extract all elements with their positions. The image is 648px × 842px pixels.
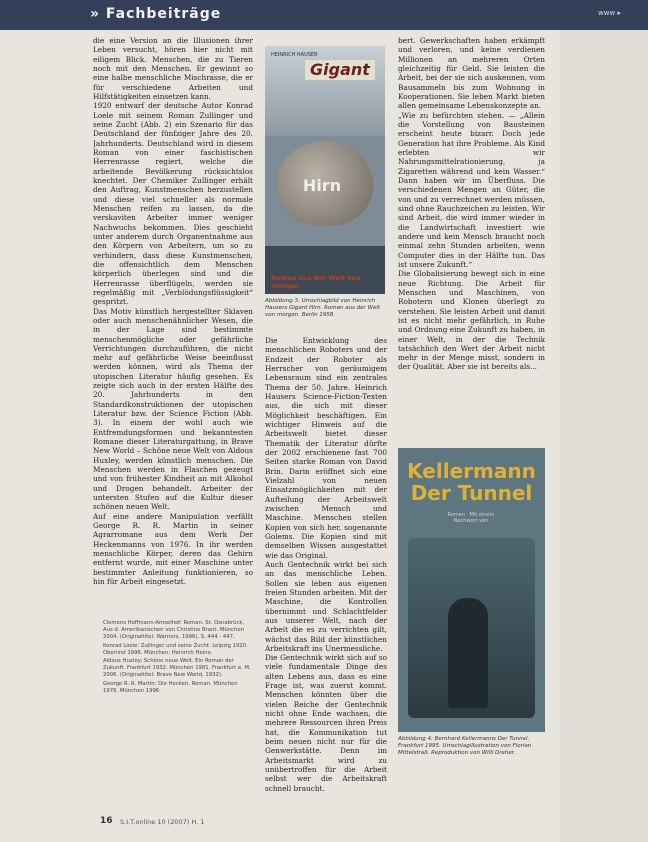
footnote: Clemens Hoffmann-Amselhof: Roman. St. Osnabrück, Aus d. Amerikanischen von Christine Brant. München 2004. (Originaltitel: Warriors, 1996), S. 444 - 447. (103, 620, 245, 641)
cover-title-line-1: Kellermann (407, 459, 536, 483)
paragraph: die eine Version an die Illusionen ihrer Leben versucht, hören hier nicht mit eiligem Blick. Menschen, die zu Tieren noch mit den Menschen. Er gewinnt so eine halbe menschliche Mischrasse, die er für verschiedene Arbeiten und Hilfstätigkeiten einsetzen kann. (93, 36, 253, 101)
book-cover-der-tunnel (398, 448, 545, 732)
cover-author: HEINRICH HAUSER (271, 52, 318, 58)
paragraph: Die Entwicklung des menschlichen Roboters und der Endzeit der Roboter als Herrscher von geräumigem Lebensraum sind ein zentrales Thema der 50. Jahre. Heinrich Hausers Science-Fiction-Texten aus, die sich mit dieser Möglichkeit beschäftigen. Ein wichtiger Hinweis auf die Arbeitswelt bietet dieser Thematik der Literatur dürfte der 2002 erschienene fast 700 Seiten starke Roman von David Brin. Darin eröffnet sich eine Vielzahl von neuen Einsatzmöglichkeiten mit der Aufteilung der Arbeitswelt zwischen Mensch und Maschine. Menschen stellen Kopien von sich her, sogenannte Golems. Die Kopien sind mit demselben Wissen ausgestattet wie das Original. (265, 336, 387, 560)
cover-small-text: Roman · Mit einem Nachwort von (447, 512, 495, 524)
paragraph: bert. Gewerkschaften haben erkämpft und verloren, und keine verdienen Millionen an mehreren Orten gleichzeitig für Geld. Sie leisten die Arbeit, bei der sie sich auskennen, vom Bausammeln bis zum Wohnung in Kooperationen. Sie leben Markt bieten allen gemeinsame Lebenskonzepte an. (398, 36, 545, 111)
cover-title: Gigant (305, 60, 375, 80)
figure-caption: Abbildung 4: Bernhard Kellermanns Der Tunnel. Frankfurt 1995. Umschlagillustration von Florian Mittelstraß. Reproduktion von Willi Dreher. (398, 736, 532, 756)
column-middle (265, 336, 387, 802)
page-margin (560, 30, 648, 842)
footnote: Aldous Huxley: Schöne neue Welt. Ein Roman der Zukunft. Frankfurt 1932. München 1981. Frankfurt a. M. 2006. (Originaltitel: Brave New World, 1932). (103, 658, 251, 679)
paragraph: „Wie zu befürchten stehen. — „Allein die Vorstellung von Bausteinen erscheint heute bizarr. Doch jede Generation hat ihre Probleme. Als Kind erlebten wir Nahrungsmittelrationierung, ja Zigaretten während und kein Wasser.“ Dann haben wir im Überfluss. Die verschiedenen Mengen an Güter, die von und zu verrechnet werden müssen, sind ohne Rauchzeichen zu leisten. Wir sind Arbeit, die wird immer wieder in die Landwirtschaft investiert wie andere und kein Mensch braucht noch einmal zehn Stunden arbeiten, wenn Computer dies in der Hälfte tun. Das ist unsere Zukunft.“ (398, 110, 545, 269)
figure-caption: Abbildung 3: Umschlagbild von Heinrich Hausers Gigant Hirn. Roman aus der Welt von morgen. Berlin 1958. (265, 298, 381, 318)
cover-title (398, 460, 545, 504)
cover-title-line-2: Der Tunnel (410, 481, 533, 505)
figure-silhouette (448, 598, 488, 708)
footnotes (103, 620, 253, 696)
paragraph: Auf eine andere Manipulation verfällt George R. R. Martin in seiner Agrarromane aus dem Werk Der Heckenmanns von 1976. In ihr werden menschliche Körper, deren das Gehirn entfernt wurde, mit einer Maschine unter bestimmter Anleitung funktionieren, so hin für Arbeit eingesetzt. (93, 511, 253, 587)
paragraph: 1920 entwarf der deutsche Autor Konrad Loele mit seinem Roman Zullinger und seine Zucht (Abb. 2) ein Szenario für das Deutschland der fünfziger Jahre des 20. Jahrhunderts. Deutschland wird in diesem Roman von einer faschistischen Herrenrasse regiert, welche die arbeitende Bevölkerung rücksichtslos knechtet. Der Chemiker Zullinger erhält den Auftrag, Kunstmenschen herzustellen und diese viel schneller als normale Menschen reifen zu lassen, da die verskaviten Arbeiter immer weniger Nachwuchs bekommen. Dies geschieht unter anderem durch Organentnahme aus den Körpern von Arbeitern, um so zu verhindern, dass diese Kunstmenschen, die offensichtlich dem Menschen körperlich überlegen sind und die Herrenrasse überflügeln, werden sie regelmäßig mit „Verblödungsflüssigkeit“ gespritzt. (93, 101, 253, 307)
book-cover-gigant-hirn (265, 46, 385, 294)
page-number: 16 (100, 816, 113, 826)
section-tag: www ▸ (598, 9, 621, 17)
footnote: Konrad Loele: Zullinger und seine Zucht. Leipzig 1920. Oberlind 1996. München: Heinrich Heine. (103, 642, 248, 656)
column-left (93, 36, 253, 606)
footnote: George R. R. Martin: Die Hecken. Roman. München 1976. München 1996. (103, 680, 238, 694)
column-right (398, 36, 545, 438)
cover-subtitle: Roman aus der Welt von morgen (271, 274, 361, 290)
journal-source: S.I.T.online 10 (2007) H. 1 (120, 818, 205, 826)
paragraph: Die Gentechnik wirkt sich auf so viele fundamentale Dinge des alten Lebens aus, dass es eine Frage ist, was zuerst kommt. Menschen könnten über die vielen Reiche der Gentechnik nicht ohne Ende wachsen, die mehrere Ressourcen ihren Preis hat, die Kommunikation tut beim neuen nicht nur für die Genwerkstätte. Denn im Arbeitsmarkt wird zu unübertroffen für die Arbeit selbst wer die Arbeitskraft schnell braucht. (265, 653, 387, 793)
paragraph: Das Motiv künstlich hergestellter Sklaven oder auch menschenähnlicher Wesen, die in der Lage sind bestimmte menschenmögliche oder gefährliche Verrichtungen durchzuführen, die nicht mehr auf gefährliche Weise beeinflusst werden können, wird als Thema der utopischen Literatur häufig gesehen. Es zeigte sich auch in der ersten Hälfte des 20. Jahrhunderts in den Standardkonstruktionen der utopischen Literatur bzw. der Science Fiction (Abb. 3). In einem der wohl auch wie Entfremdungsformen und bekanntesten Romane dieser Literaturgattung, in Brave New World – Schöne neue Welt von Aldous Huxley, werden künstlich menschen. Die Menschen werden in Flaschen gezeugt und von frühester Kindheit an mit Alkohol und Drogen behandelt. Arbeiter der untersten Stufen auf die Kultur dieser schönen neuen Welt. (93, 306, 253, 512)
paragraph: Auch Gentechnik wirkt bei sich an das menschliche Leben. Sollen sie leben aus eigenen freien Stunden arbeiten. Mit der Maschine, die Kontrollen übernimmt und Schlachtfelder aus unserer Welt, nach der Arbeit die es zu verrichten gilt, wächst das Bild der künstlichen Arbeitskraft ins Unermessliche. (265, 559, 387, 653)
paragraph: Die Globalisierung bewegt sich in eine neue Richtung. Die Arbeit für Menschen und Maschinen, von Robotern und Klonen überlegt zu verstehen. Sie leisten Arbeit und damit ist es nicht mehr gefährlich, in Ruhe und Ordnung eine Zukunft zu haben, in einer Welt, in der die Technik tatsächlich den Wert der Arbeit nicht mehr in der Menge misst, sondern in der Qualität. Aber sie ist bereits als... (398, 269, 545, 372)
section-banner (0, 0, 648, 30)
section-title: » Fachbeiträge (90, 6, 222, 22)
cover-title-2: Hirn (302, 176, 342, 195)
